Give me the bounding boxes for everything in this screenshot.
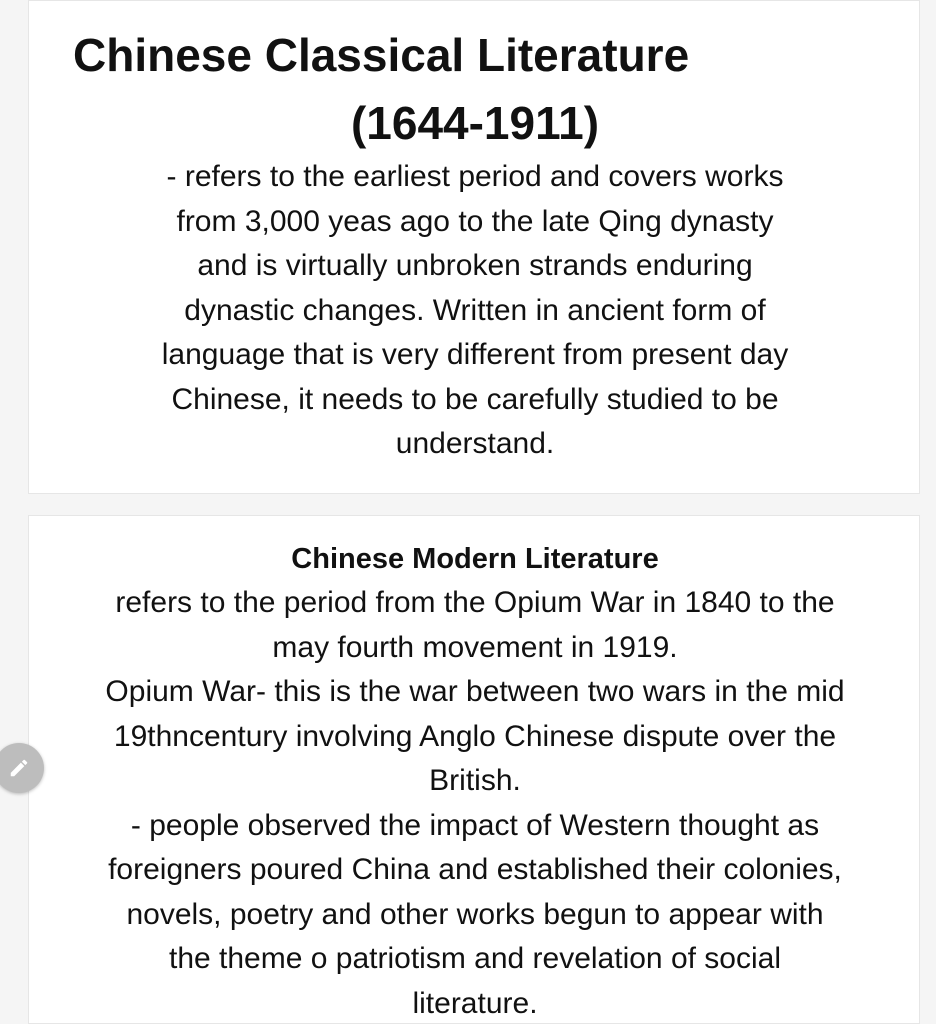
text-line: - people observed the impact of Western thought as <box>130 808 820 842</box>
text-line: and is virtually unbroken strands enduring <box>197 249 753 282</box>
text-line: may fourth movement in 1919. <box>272 630 678 664</box>
pencil-icon <box>8 757 30 779</box>
text-line: foreigners poured China and established their colonies, <box>108 853 842 886</box>
text-line: refers to the period from the Opium War in 1840 to the <box>115 586 835 619</box>
classical-description <box>69 155 881 467</box>
text-line: Chinese, it needs to be carefully studied to be <box>171 382 779 416</box>
text-line: novels, poetry and other works begun to appear with <box>126 897 824 931</box>
text-line: 19thncentury involving Anglo Chinese dispute over the <box>113 719 837 753</box>
modern-title: Chinese Modern Literature <box>291 543 659 575</box>
text-line: the theme o patriotism and revelation of social <box>169 942 781 975</box>
text-line: language that is very different from present day <box>161 338 789 371</box>
text-line: Opium War- this is the war between two wars in the mid <box>105 675 845 708</box>
text-line: literature. <box>412 986 538 1020</box>
text-line: - refers to the earliest period and covers works <box>166 160 784 193</box>
modern-literature-card <box>28 515 920 1024</box>
classical-years: (1644-1911) <box>350 97 600 149</box>
text-line: dynastic changes. Written in ancient form of <box>184 293 766 327</box>
classical-literature-card <box>28 0 920 494</box>
classical-title: Chinese Classical Literature <box>73 29 690 81</box>
text-line: British. <box>429 764 521 797</box>
text-line: from 3,000 yeas ago to the late Qing dynasty <box>176 204 774 238</box>
modern-description <box>39 581 911 1024</box>
text-line: understand. <box>395 427 555 460</box>
